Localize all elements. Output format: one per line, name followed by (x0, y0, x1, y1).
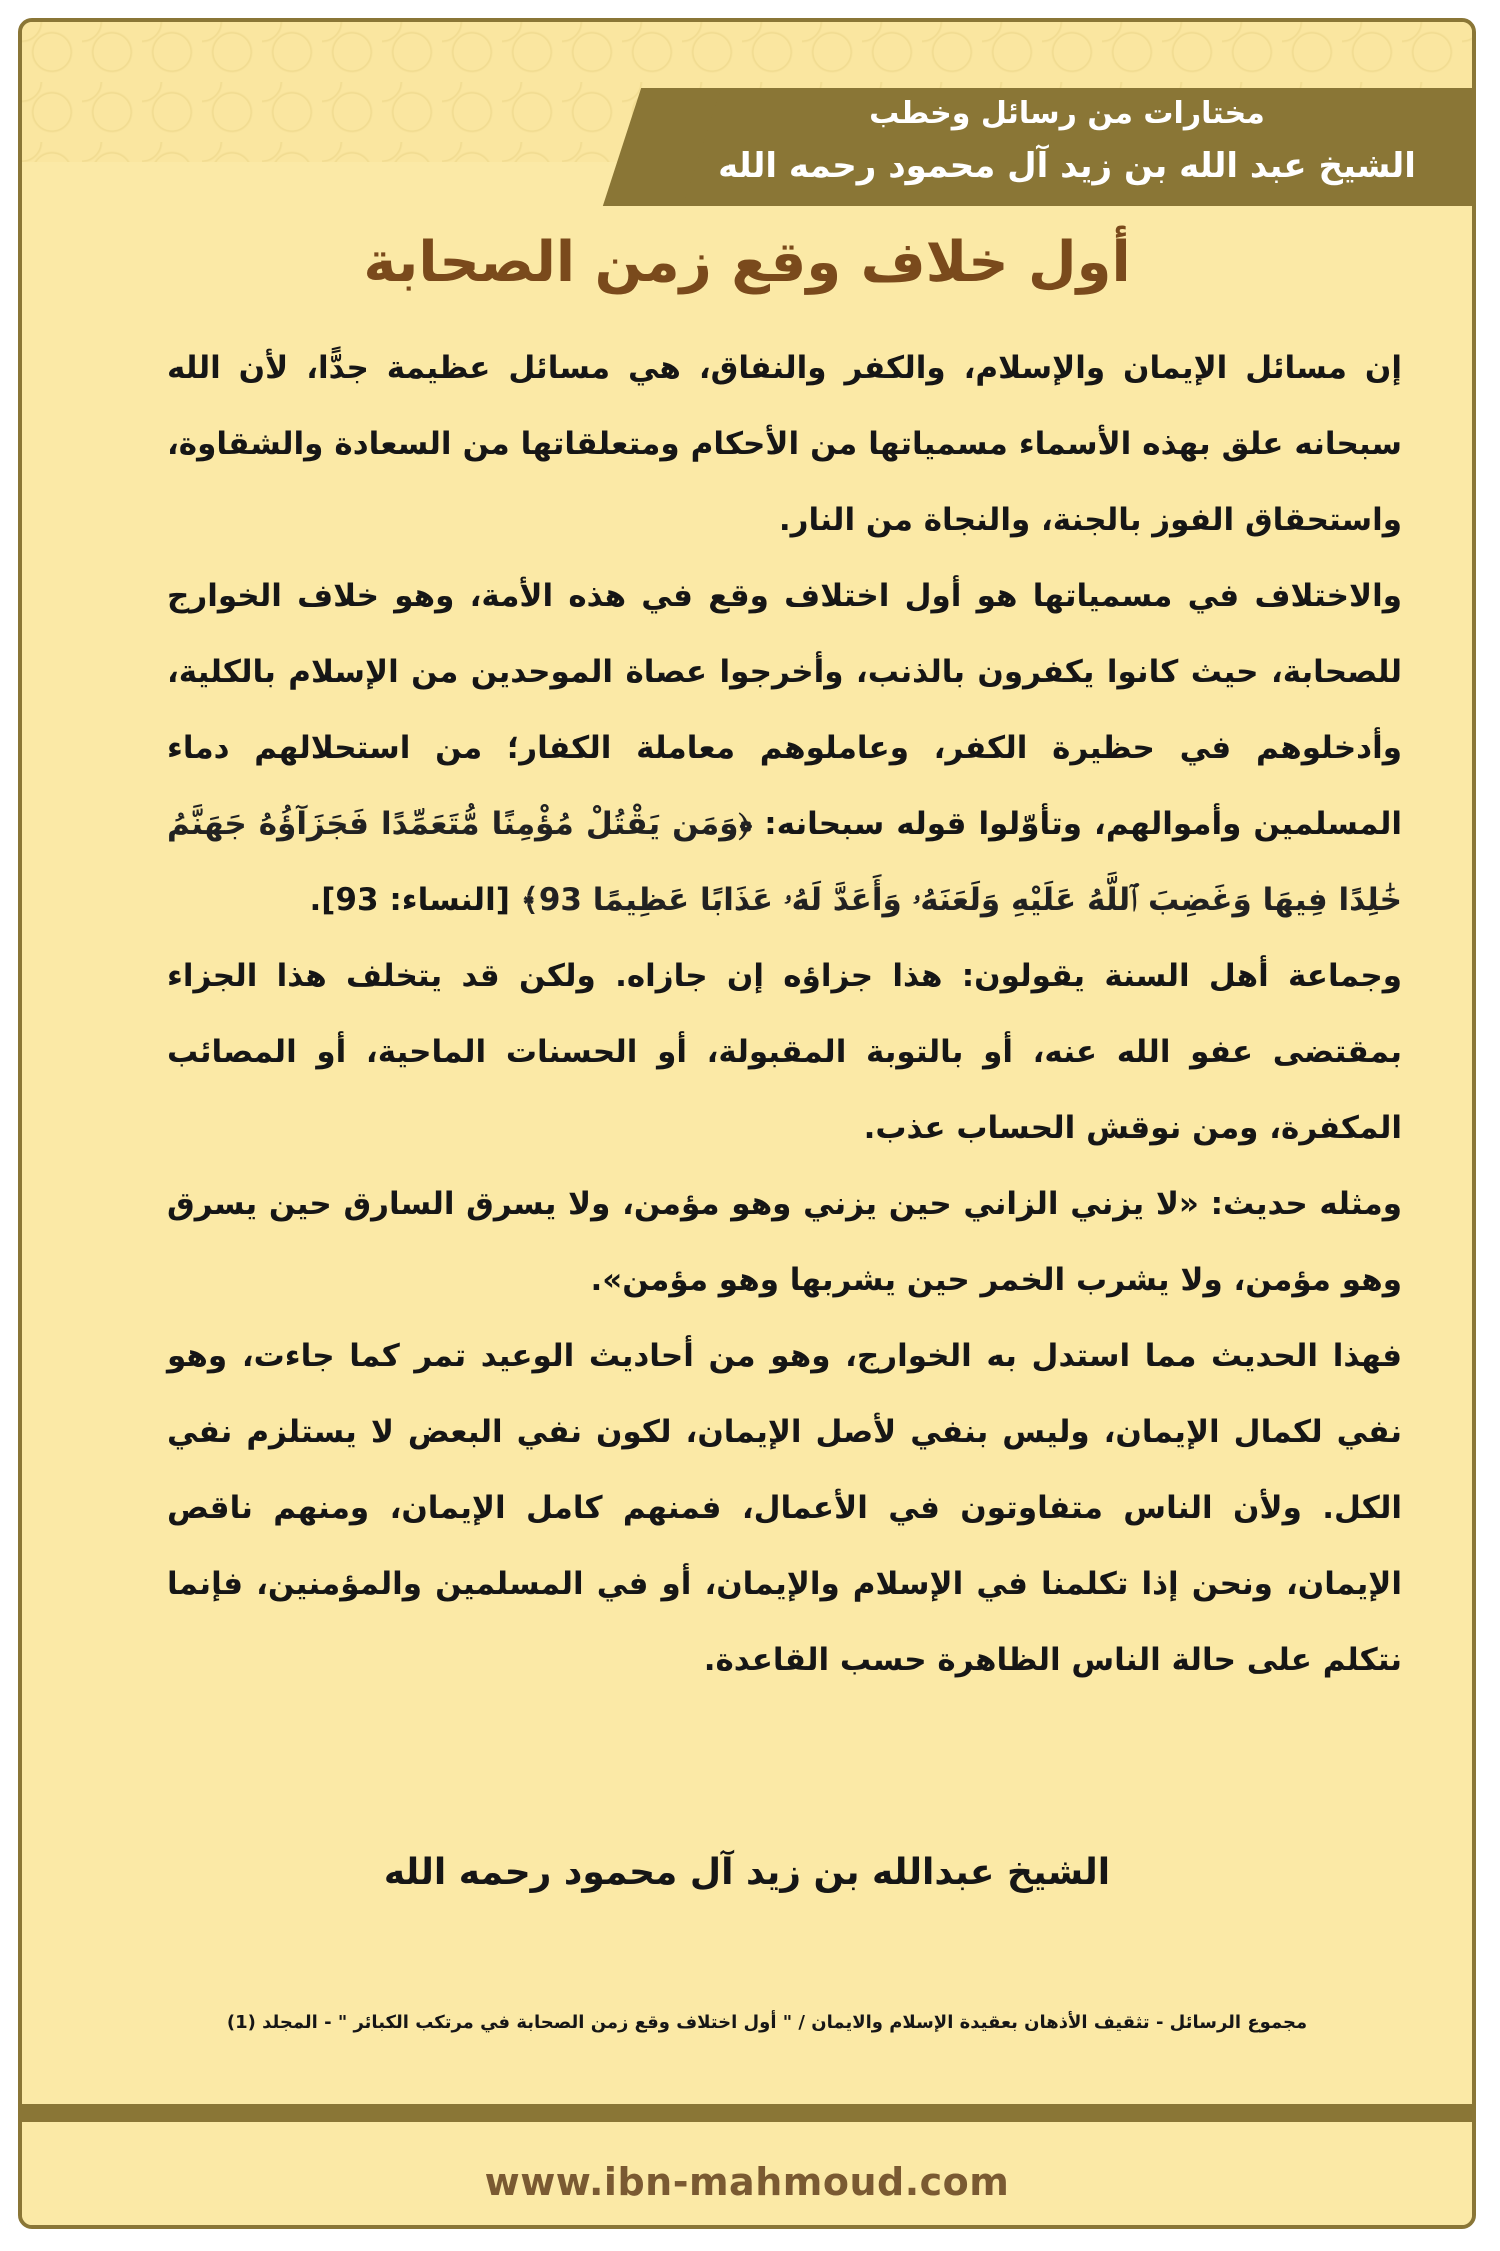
quran-reference: [النساء: 93]. (309, 882, 510, 918)
paragraph-5: فهذا الحديث مما استدل به الخوارج، وهو من أحاديث الوعيد تمر كما جاءت، وهو نفي لكمال الإيمان، وليس بنفي لأصل الإيمان، لكون نفي البعض لا يستلزم نفي الكل. ولأن الناس متفاوتون في الأعمال، فمنهم كامل الإيمان، ومنهم ناقص الإيمان، ونحن إذا تكلمنا في الإسلام والإيمان، أو في المسلمين والمؤمنين، فإنما نتكلم على حالة الناس الظاهرة حسب القاعدة. (167, 1338, 1402, 1678)
source-citation: مجموع الرسائل - تثقيف الأذهان بعقيدة الإسلام والايمان / " أول اختلاف وقع زمن الصحابة في مرتكب الكبائر " - المجلد (1) (226, 2012, 1308, 2033)
header-band (662, 88, 1472, 206)
paragraph-2 (167, 558, 1402, 938)
article-body (167, 330, 1402, 1698)
quran-verse: ﴿وَمَن يَقْتُلْ مُؤْمِنًا مُّتَعَمِّدًا فَجَزَآؤُهُ جَهَنَّمُ خَٰلِدًا فِيهَا وَغَضِبَ ٱللَّهُ عَلَيْهِ وَلَعَنَهُۥ وَأَعَدَّ لَهُۥ عَذَابًا عَظِيمًا 93﴾ (167, 806, 1402, 918)
signature: الشيخ عبدالله بن زيد آل محمود رحمه الله (383, 1852, 1111, 1893)
header-subtitle: مختارات من رسائل وخطب (869, 96, 1265, 131)
paragraph-3: وجماعة أهل السنة يقولون: هذا جزاؤه إن جازاه. ولكن قد يتخلف هذا الجزاء بمقتضى عفو الله عنه، أو بالتوبة المقبولة، أو الحسنات الماحية، أو المصائب المكفرة، ومن نوقش الحساب عذب. (167, 958, 1402, 1146)
paragraph-1: إن مسائل الإيمان والإسلام، والكفر والنفاق، هي مسائل عظيمة جدًّا، لأن الله سبحانه علق بهذه الأسماء مسمياتها من الأحكام ومتعلقاتها من السعادة والشقاوة، واستحقاق الفوز بالجنة، والنجاة من النار. (167, 350, 1402, 538)
website-link[interactable]: www.ibn-mahmoud.com (484, 2160, 1010, 2204)
header-author: الشيخ عبد الله بن زيد آل محمود رحمه الله (718, 146, 1416, 186)
poster-card (18, 18, 1476, 2229)
paragraph-2-text: والاختلاف في مسمياتها هو أول اختلاف وقع في هذه الأمة، وهو خلاف الخوارج للصحابة، حيث كانوا يكفرون بالذنب، وأخرجوا عصاة الموحدين من الإسلام بالكلية، وأدخلوهم في حظيرة الكفر، وعاملوهم معاملة الكفار؛ من استحلالهم دماء المسلمين وأموالهم، وتأوّلوا قوله سبحانه: (167, 578, 1403, 842)
page-title: أول خلاف وقع زمن الصحابة (363, 230, 1131, 295)
paragraph-4: ومثله حديث: «لا يزني الزاني حين يزني وهو مؤمن، ولا يسرق السارق حين يسرق وهو مؤمن، ولا يشرب الخمر حين يشربها وهو مؤمن». (167, 1186, 1402, 1298)
footer-divider (22, 2104, 1472, 2122)
